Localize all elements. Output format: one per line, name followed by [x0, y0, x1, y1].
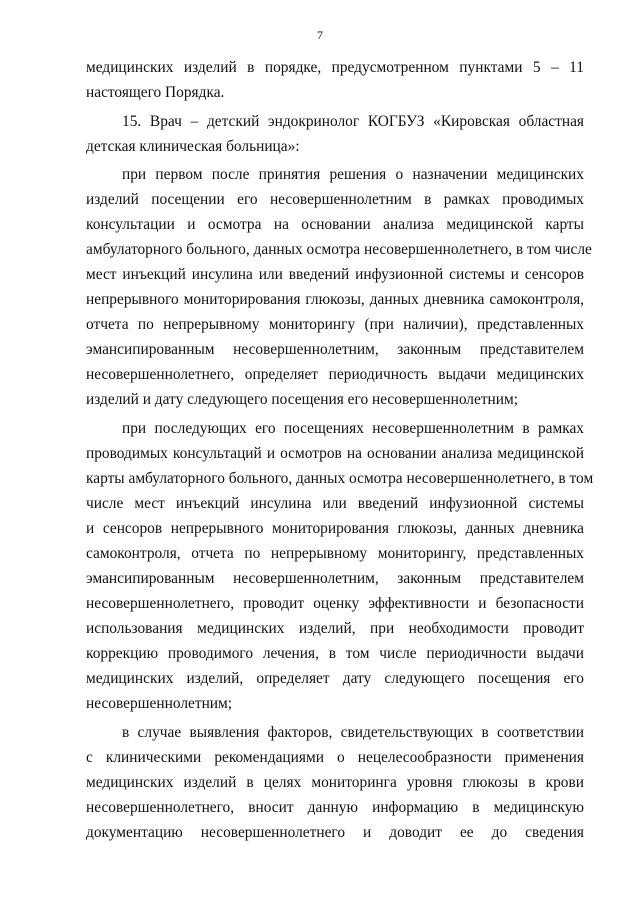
- text-line: детская клиническая больница»:: [86, 138, 300, 155]
- text-line: мест инъекций инсулина или введений инфузионной системы и сенсоров: [86, 266, 584, 283]
- text-line: использования медицинских изделий, при необходимости проводит: [86, 620, 584, 637]
- text-line: эмансипированным несовершеннолетним, законным представителем: [86, 341, 584, 358]
- text-line: и сенсоров непрерывного мониторирования глюкозы, данных дневника: [86, 520, 584, 537]
- text-line: при первом после принятия решения о назначении медицинских: [122, 166, 584, 183]
- text-line: медицинских изделий в порядке, предусмотренном пунктами 5 – 11: [86, 59, 584, 76]
- text-line: медицинских изделий в целях мониторинга уровня глюкозы в крови: [86, 774, 584, 791]
- text-line: отчета по непрерывному мониторингу (при наличии), представленных: [86, 316, 584, 333]
- text-line: несовершеннолетнего, вносит данную информацию в медицинскую: [86, 799, 584, 816]
- text-line: несовершеннолетним;: [86, 695, 233, 712]
- text-line: амбулаторного больного, данных осмотра несовершеннолетнего, в том числе: [86, 241, 592, 258]
- paragraph-heading-line: 15. Врач – детский эндокринолог КОГБУЗ «Кировская областная: [122, 113, 584, 130]
- page-number: 7: [317, 28, 323, 42]
- text-line: изделий посещении его несовершеннолетним в рамках проводимых: [86, 191, 584, 208]
- text-line: самоконтроля, отчета по непрерывному мониторингу, представленных: [86, 545, 584, 562]
- text-line: числе мест инъекций инсулина или введений инфузионной системы: [86, 495, 584, 512]
- text-line: несовершеннолетнего, определяет периодичность выдачи медицинских: [86, 366, 584, 383]
- text-line: проводимых консультаций и осмотров на основании анализа медицинской: [86, 445, 584, 462]
- text-line: непрерывного мониторирования глюкозы, данных дневника самоконтроля,: [86, 291, 584, 308]
- text-line: настоящего Порядка.: [86, 84, 225, 101]
- text-line: коррекцию проводимого лечения, в том числе периодичности выдачи: [86, 645, 584, 662]
- text-line: несовершеннолетнего, проводит оценку эффективности и безопасности: [86, 595, 584, 612]
- text-line: консультации и осмотра на основании анализа медицинской карты: [86, 216, 584, 233]
- text-line: изделий и дату следующего посещения его несовершеннолетним;: [86, 391, 519, 408]
- text-line: карты амбулаторного больного, данных осмотра несовершеннолетнего, в том: [86, 470, 594, 487]
- text-line: документацию несовершеннолетнего и доводит ее до сведения: [86, 824, 584, 841]
- text-line: медицинских изделий, определяет дату следующего посещения его: [86, 670, 584, 687]
- text-line: при последующих его посещениях несовершеннолетним в рамках: [122, 420, 584, 437]
- text-line: с клиническими рекомендациями о нецелесообразности применения: [86, 749, 584, 766]
- text-line: в случае выявления факторов, свидетельствующих в соответствии: [122, 724, 584, 741]
- text-line: эмансипированным несовершеннолетним, законным представителем: [86, 570, 584, 587]
